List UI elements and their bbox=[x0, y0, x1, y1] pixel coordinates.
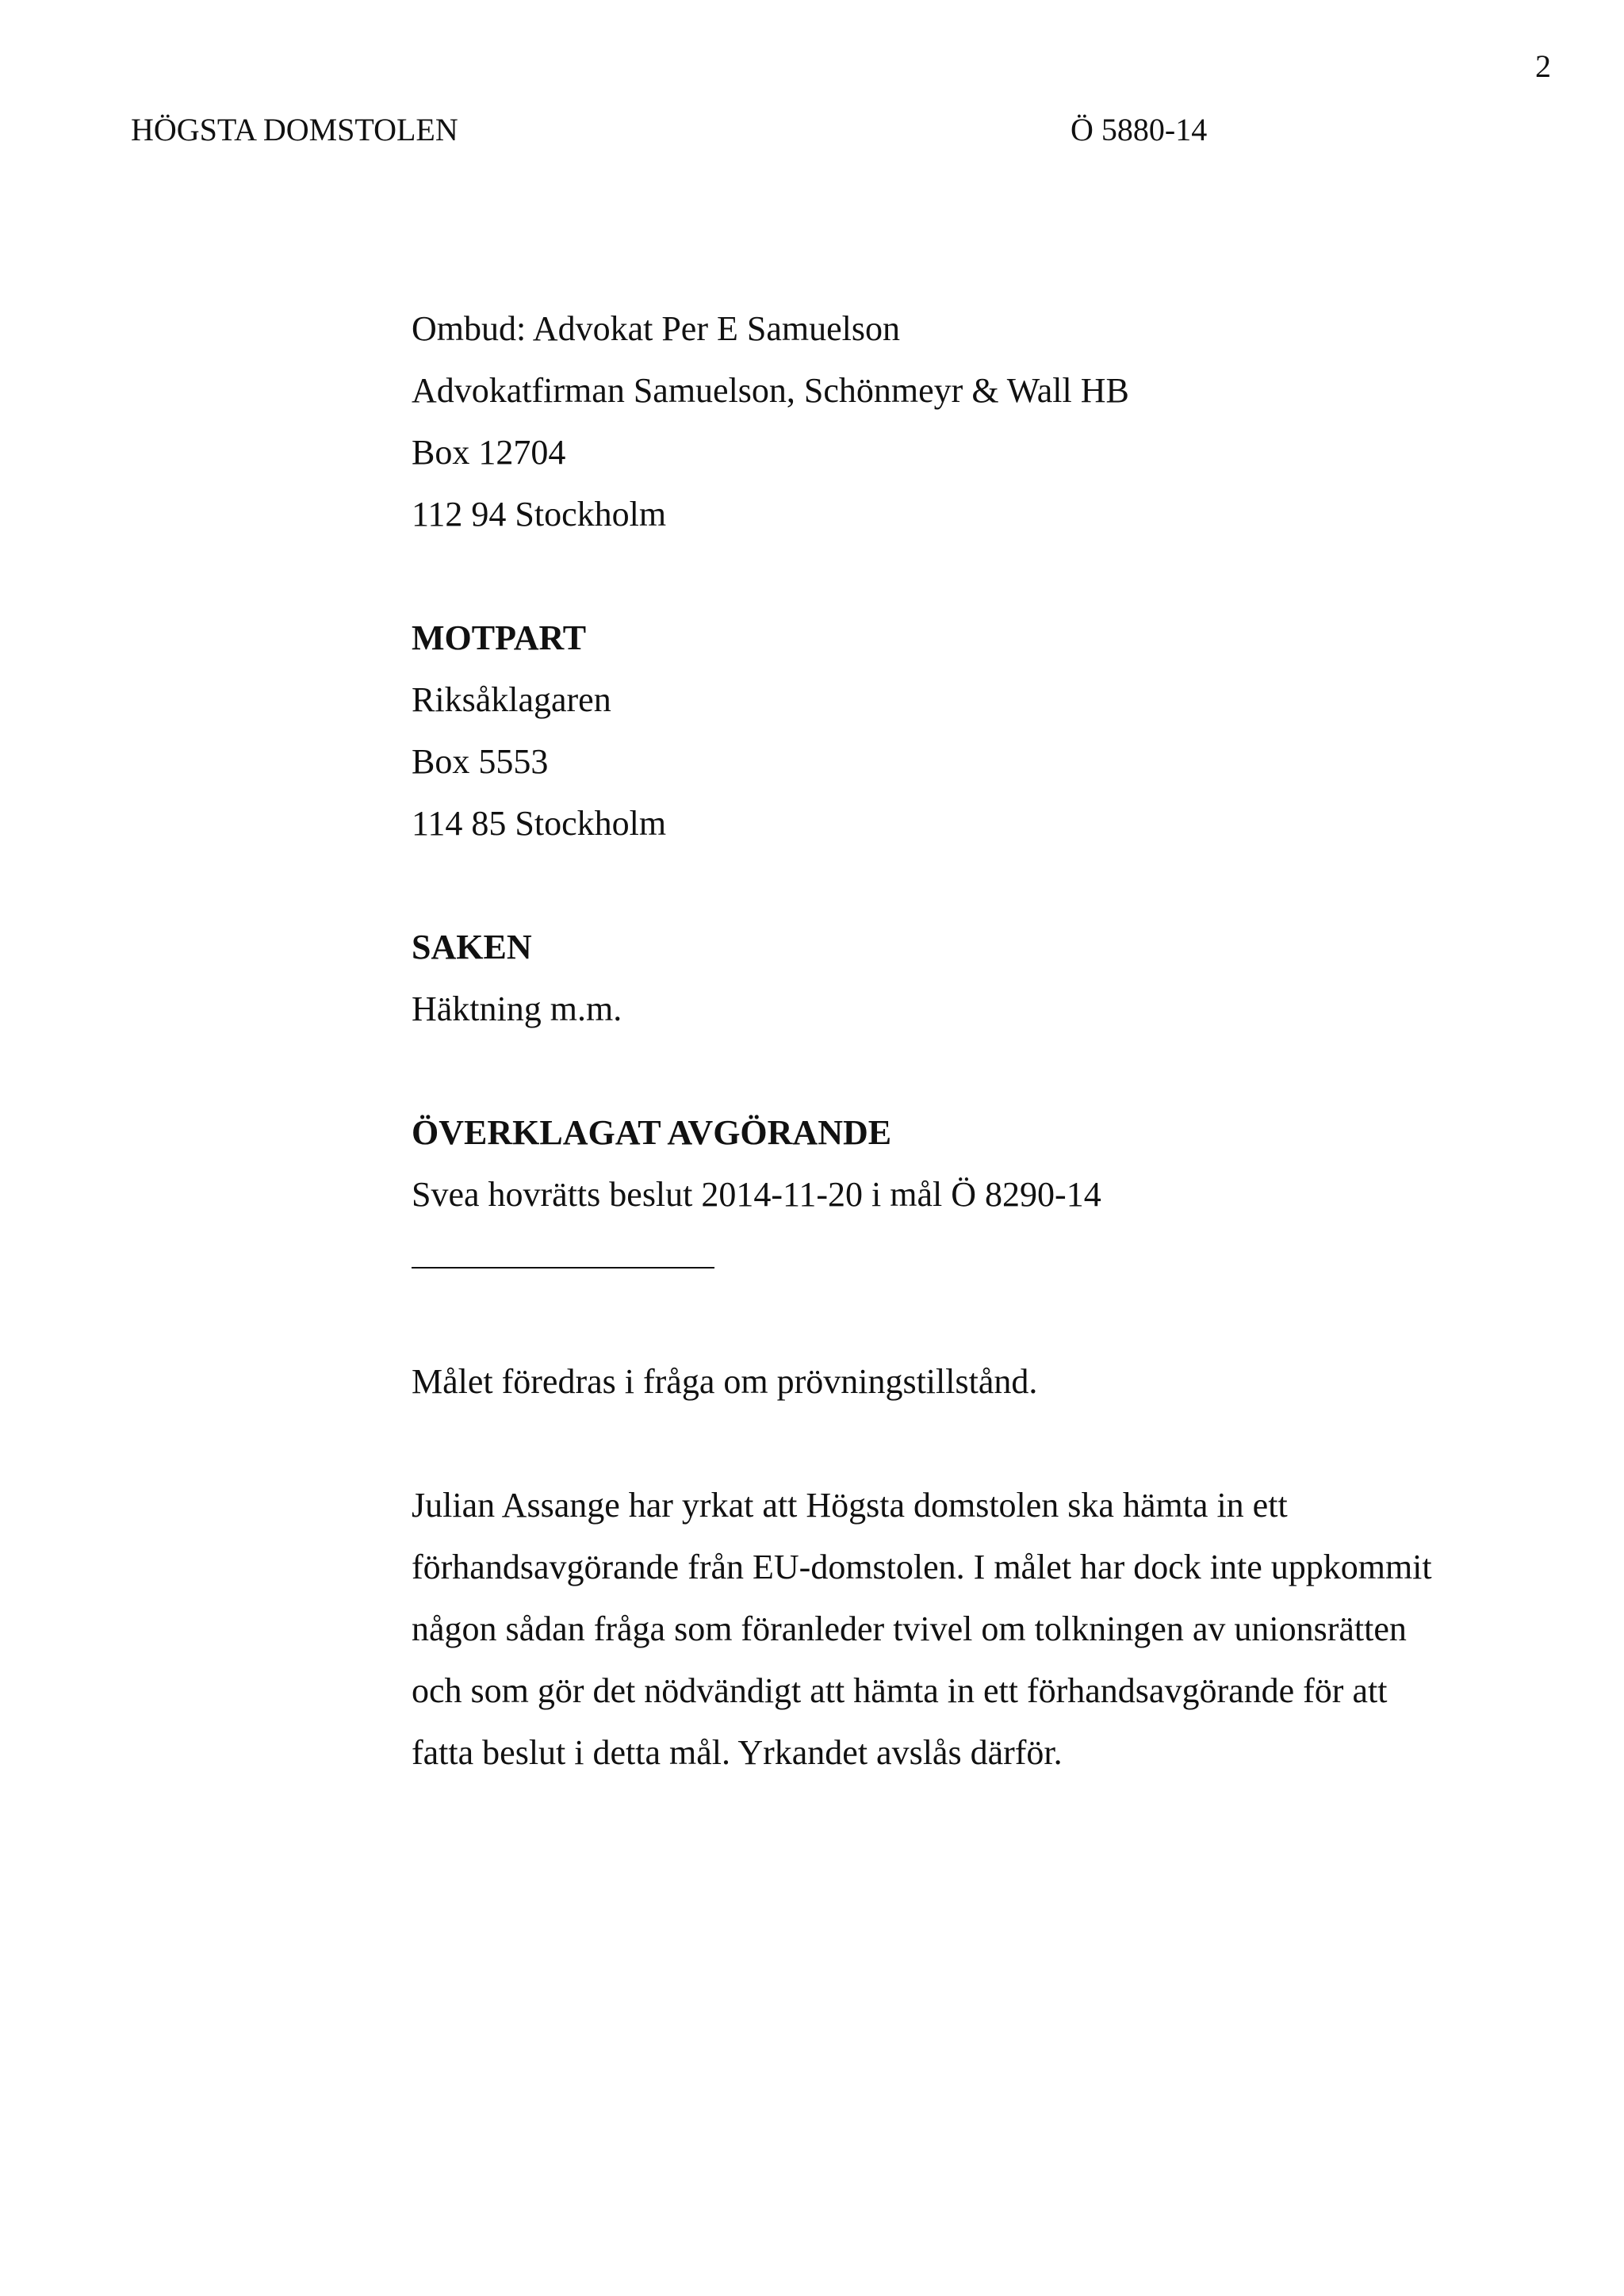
paragraph-leave-to-appeal bbox=[412, 1351, 1522, 1413]
counsel-block bbox=[412, 298, 1522, 545]
counsel-firm: Advokatfirman Samuelson, Schönmeyr & Wall HB bbox=[412, 371, 1129, 410]
appealed-decision-text: Svea hovrätts beslut 2014-11-20 i mål Ö 8290-14 bbox=[412, 1175, 1101, 1214]
opposing-party-name: Riksåklagaren bbox=[412, 680, 611, 719]
page-number: 2 bbox=[1535, 48, 1551, 84]
opposing-party-city: 114 85 Stockholm bbox=[412, 804, 667, 843]
matter-block bbox=[412, 916, 1522, 1040]
paragraph-line: och som gör det nödvändigt att hämta in ett förhandsavgörande för att bbox=[412, 1671, 1388, 1710]
paragraph-line: fatta beslut i detta mål. Yrkandet avslås därför. bbox=[412, 1733, 1063, 1772]
paragraph-line: förhandsavgörande från EU-domstolen. I målet har dock inte uppkommit bbox=[412, 1548, 1432, 1586]
document-body bbox=[412, 298, 1522, 1784]
appealed-decision-block bbox=[412, 1102, 1522, 1226]
matter-text: Häktning m.m. bbox=[412, 989, 622, 1028]
appealed-decision-heading: ÖVERKLAGAT AVGÖRANDE bbox=[412, 1113, 892, 1152]
paragraph-preliminary-ruling bbox=[412, 1475, 1522, 1784]
court-name: HÖGSTA DOMSTOLEN bbox=[131, 112, 458, 147]
opposing-party-box: Box 5553 bbox=[412, 742, 549, 781]
paragraph-line: Målet föredras i fråga om prövningstillstånd. bbox=[412, 1362, 1038, 1401]
case-number: Ö 5880-14 bbox=[1071, 112, 1208, 147]
counsel-city: 112 94 Stockholm bbox=[412, 495, 667, 534]
counsel-box: Box 12704 bbox=[412, 433, 566, 472]
opposing-party-block bbox=[412, 607, 1522, 855]
opposing-party-heading: MOTPART bbox=[412, 618, 587, 657]
paragraph-line: någon sådan fråga som föranleder tvivel om tolkningen av unionsrätten bbox=[412, 1609, 1407, 1648]
matter-heading: SAKEN bbox=[412, 928, 532, 966]
counsel-line: Ombud: Advokat Per E Samuelson bbox=[412, 309, 900, 348]
paragraph-line: Julian Assange har yrkat att Högsta domstolen ska hämta in ett bbox=[412, 1486, 1288, 1525]
